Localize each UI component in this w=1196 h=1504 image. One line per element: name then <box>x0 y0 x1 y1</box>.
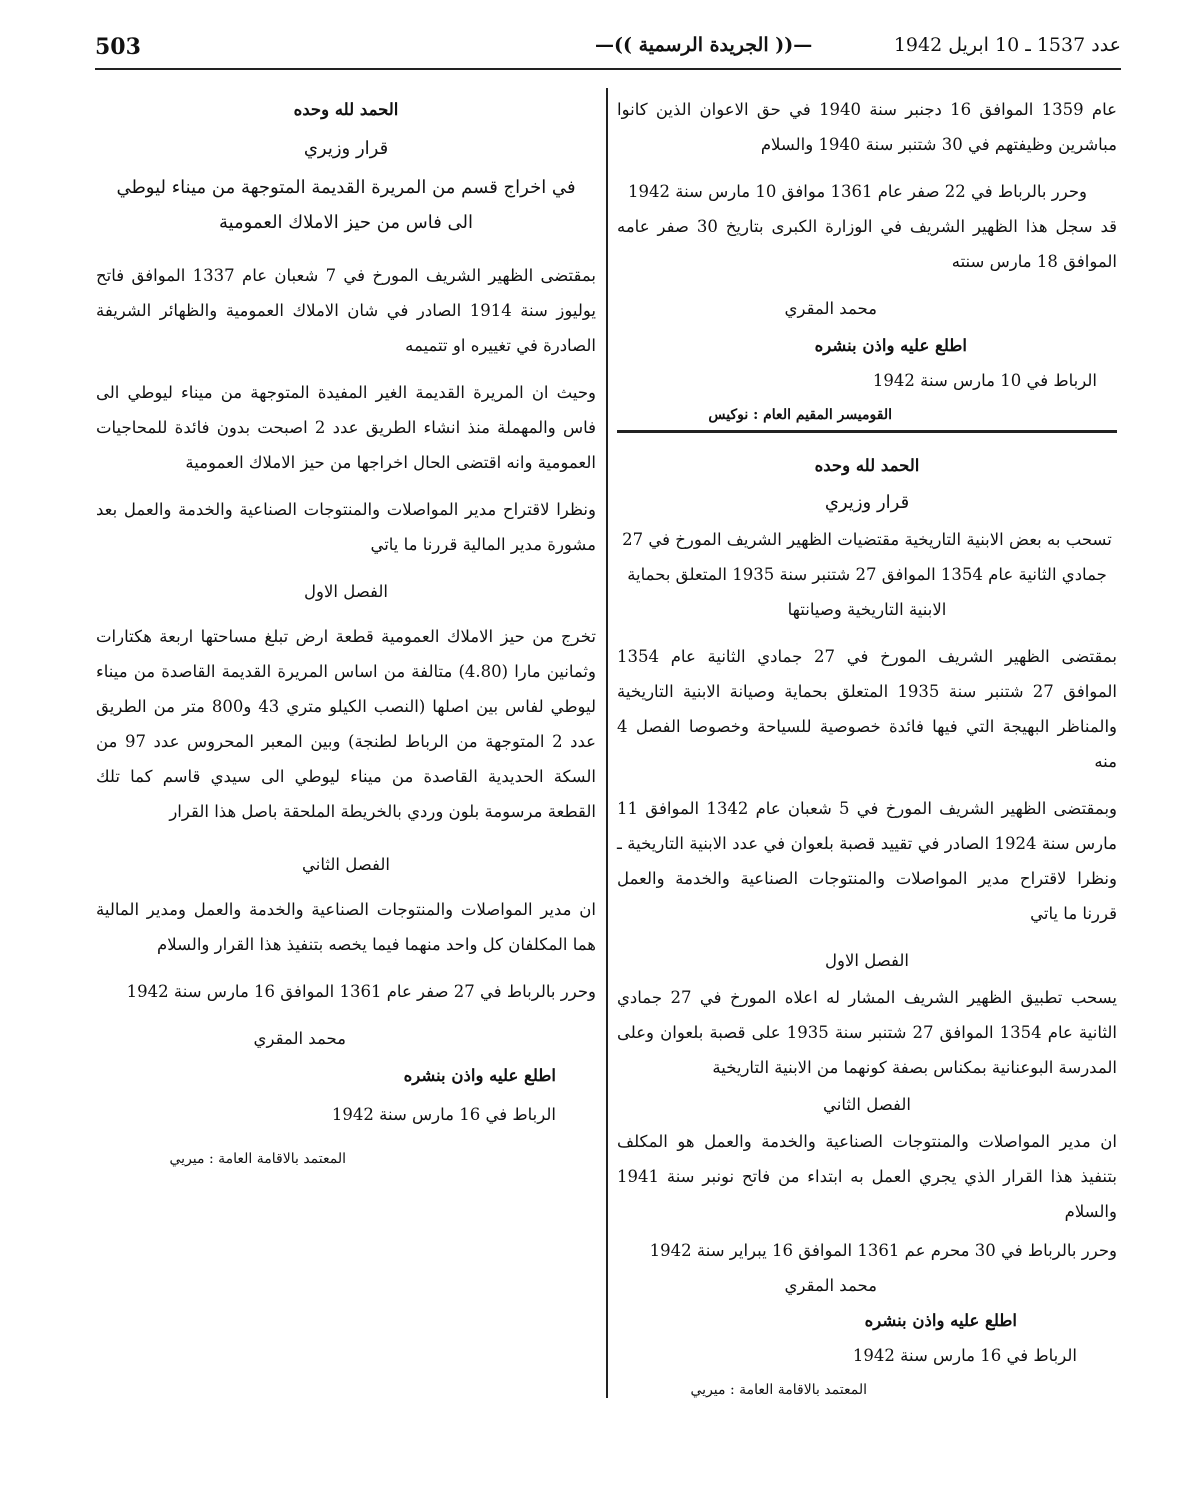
chapter-heading: الفصل الثاني <box>302 855 390 874</box>
decree-heading: الحمد لله وحده <box>293 100 399 119</box>
page-header <box>95 32 1121 62</box>
paragraph: بمقتضى الظهير الشريف المورخ في 27 جمادي الثانية عام 1354 الموافق 27 شتنبر سنة 1935 المتعلق بحماية وصيانة الابنية التاريخية والمناظر البهيجة التي فيها فائدة خصوصية للسياحة وخصوصا الفصل 4 منه <box>617 647 1117 771</box>
approval-date: الرباط في 16 مارس سنة 1942 <box>331 1105 556 1124</box>
column-divider <box>606 88 608 1398</box>
paragraph: وبمقتضى الظهير الشريف المورخ في 5 شعبان عام 1342 الموافق 11 مارس سنة 1924 الصادر في تقييد قصبة بلعوان في عدد الابنية التاريخية ـ ونظرا لاقتراح مدير المواصلات والمنتوجات الصناعية والخدمة والعمل قررنا ما ياتي <box>617 799 1118 923</box>
decree-subject: في اخراج قسم من المريرة القديمة المتوجهة من ميناء ليوطي الى فاس من حيز الاملاك العمومية <box>116 177 576 233</box>
paragraph: ان مدير المواصلات والمنتوجات الصناعية والخدمة والعمل هو المكلف بتنفيذ هذا القرار الذي يجري العمل به ابتداء من فاتح نونبر سنة 1941 والسلام <box>617 1132 1117 1221</box>
paragraph: تخرج من حيز الاملاك العمومية قطعة ارض تبلغ مساحتها اربعة هكتارات وثمانين مارا (4.80) متالفة من اساس المريرة القديمة القاصدة من ميناء ليوطي لفاس بين اصلها (النصب الكيلو متري 43 و800 متر من الطريق عدد 2 المتوجهة من الرباط لطنجة) وبين المعبر المحروس عدد 97 من السكة الحديدية القاصدة من ميناء ليوطي الى سيدي قاسم كما تلك القطعة مرسومة بلون وردي بالخريطة الملحقة باصل هذا القرار <box>96 627 597 821</box>
approval-date: الرباط في 16 مارس سنة 1942 <box>852 1346 1077 1365</box>
decree-title: قرار وزيري <box>824 492 910 513</box>
gazette-title: —(( الجريدة الرسمية ))— <box>595 34 813 56</box>
chapter-heading: الفصل الثاني <box>823 1095 911 1114</box>
signer-name: محمد المقري <box>784 299 877 318</box>
decree-subject: تسحب به بعض الابنية التاريخية مقتضيات الظهير الشريف المورخ في 27 جمادي الثانية عام 1354 الموافق 27 شتنبر سنة 1935 المتعلق بحماية الابنية التاريخية وصيانتها <box>622 530 1112 619</box>
paragraph: بمقتضى الظهير الشريف المورخ في 7 شعبان عام 1337 الموافق فاتح يوليوز سنة 1914 الصادر في شان الاملاك العمومية والظهائر الشريفة الصادرة في تغييره او تتميمه <box>96 266 596 355</box>
decree-heading: الحمد لله وحده <box>814 456 920 475</box>
signer-name: محمد المقري <box>784 1276 877 1295</box>
paragraph: ونظرا لاقتراح مدير المواصلات والمنتوجات الصناعية والخدمة والعمل بعد مشورة مدير المالية قررنا ما ياتي <box>96 500 596 554</box>
publication-approval: اطلع عليه واذن بنشره <box>864 1311 1017 1330</box>
publication-approval: اطلع عليه واذن بنشره <box>814 336 967 355</box>
chapter-heading: الفصل الاول <box>304 582 388 601</box>
dated-line: وحرر بالرباط في 27 صفر عام 1361 الموافق 16 مارس سنة 1942 <box>126 982 596 1001</box>
dated-line: وحرر بالرباط في 22 صفر عام 1361 موافق 10 مارس سنة 1942 <box>627 182 1087 201</box>
approval-date: الرباط في 10 مارس سنة 1942 <box>872 371 1097 390</box>
paragraph: ان مدير المواصلات والمنتوجات الصناعية والخدمة والعمل ومدير المالية هما المكلفان كل واحد منهما فيما يخصه بتنفيذ هذا القرار والسلام <box>96 900 596 954</box>
paragraph: وحيث ان المريرة القديمة الغير المفيدة المتوجهة من ميناء ليوطي الى فاس والمهملة منذ انشاء الطريق عدد 2 اصبحت بدون فائدة للمحاجيات العمومية وانه اقتضى الحال اخراجها من حيز الاملاك العمومية <box>96 383 596 472</box>
chapter-heading: الفصل الاول <box>825 951 909 970</box>
left-column <box>96 92 596 1189</box>
dated-line: وحرر بالرباط في 30 محرم عم 1361 الموافق 16 يبراير سنة 1942 <box>649 1241 1117 1260</box>
official-signature: المعتمد بالاقامة العامة : ميريي <box>169 1151 346 1167</box>
paragraph: عام 1359 الموافق 16 دجنبر سنة 1940 في حق الاعوان الذين كانوا مباشرين وظيفتهم في 30 شتنبر سنة 1940 والسلام <box>617 100 1117 154</box>
right-column-top <box>617 92 1117 445</box>
page-number: 503 <box>95 34 141 60</box>
official-signature: المعتمد بالاقامة العامة : ميريي <box>690 1382 867 1398</box>
signer-name: محمد المقري <box>253 1029 346 1048</box>
registration-note: قد سجل هذا الظهير الشريف في الوزارة الكبرى بتاريخ 30 صفر عامه الموافق 18 مارس سنته <box>617 217 1117 271</box>
official-signature: القوميسر المقيم العام : نوكيس <box>708 407 892 423</box>
header-rule <box>95 68 1121 70</box>
right-column-bottom <box>617 440 1117 1420</box>
decree-title: قرار وزيري <box>303 138 389 159</box>
publication-approval: اطلع عليه واذن بنشره <box>403 1066 556 1085</box>
issue-number: عدد 1537 ـ 10 ابريل 1942 <box>893 34 1121 56</box>
paragraph: يسحب تطبيق الظهير الشريف المشار له اعلاه المورخ في 27 جمادي الثانية عام 1354 الموافق 27 شتنبر سنة 1935 على قصبة بلعوان وعلى المدرسة البوعنانية بمكناس بصفة كونهما من الابنية التاريخية <box>617 988 1118 1077</box>
